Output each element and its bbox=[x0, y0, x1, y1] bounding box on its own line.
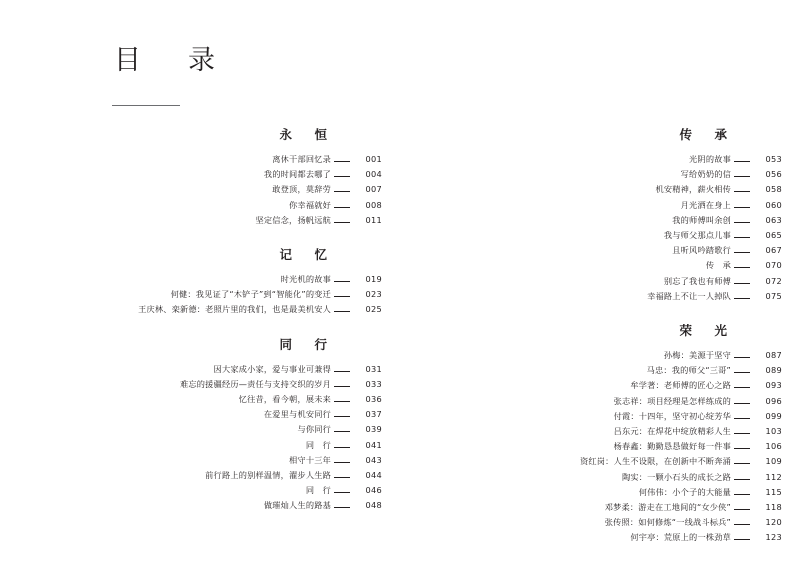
toc-entry-page: 123 bbox=[765, 532, 782, 543]
toc-entry[interactable] bbox=[30, 362, 382, 377]
leader-line bbox=[734, 448, 750, 449]
toc-entry-title: 传 承 bbox=[705, 260, 731, 271]
toc-entry[interactable] bbox=[430, 394, 782, 409]
toc-entry-page: 096 bbox=[765, 395, 782, 406]
toc-entry-title: 做璀灿人生的路基 bbox=[263, 500, 331, 511]
section-heading: 记 忆 bbox=[279, 247, 332, 263]
toc-entry[interactable] bbox=[30, 167, 382, 182]
leader-line bbox=[334, 416, 350, 417]
toc-entry[interactable] bbox=[430, 228, 782, 243]
toc-entry[interactable] bbox=[430, 274, 782, 289]
toc-entry-title: 敢登顶，莫辞劳 bbox=[272, 184, 331, 195]
toc-entry[interactable] bbox=[430, 363, 782, 378]
toc-entry-title: 牟学著：老师傅的匠心之路 bbox=[630, 380, 731, 391]
toc-entry-page: 103 bbox=[765, 426, 782, 437]
toc-entry[interactable] bbox=[430, 182, 782, 197]
toc-entry-title: 月光洒在身上 bbox=[680, 199, 731, 210]
leader-line bbox=[334, 311, 350, 312]
toc-column-right bbox=[400, 125, 800, 563]
toc-entry-page: 043 bbox=[365, 454, 382, 465]
section-heading: 传 承 bbox=[679, 127, 732, 142]
toc-entry[interactable] bbox=[430, 470, 782, 485]
leader-line bbox=[734, 403, 750, 404]
toc-entry-title: 我的时间都去哪了 bbox=[263, 169, 331, 180]
toc-entry[interactable] bbox=[430, 530, 782, 545]
toc-entry[interactable] bbox=[430, 213, 782, 228]
toc-entry-page: 056 bbox=[765, 169, 782, 180]
toc-entry-title: 吕东元：在焊花中绽放精彩人生 bbox=[613, 426, 731, 437]
toc-entry-title: 且听风吟踏歌行 bbox=[672, 245, 731, 256]
title-divider bbox=[112, 105, 180, 106]
toc-entry[interactable] bbox=[30, 377, 382, 392]
toc-entry-title: 同 行 bbox=[305, 485, 331, 496]
toc-entry-page: 048 bbox=[365, 500, 382, 511]
toc-entry[interactable] bbox=[30, 407, 382, 422]
leader-line bbox=[734, 494, 750, 495]
toc-entry[interactable] bbox=[430, 289, 782, 304]
toc-entry-page: 067 bbox=[765, 245, 782, 256]
leader-line bbox=[734, 283, 750, 284]
toc-entry[interactable] bbox=[430, 454, 782, 469]
leader-line bbox=[334, 161, 350, 162]
leader-line bbox=[734, 524, 750, 525]
toc-entry[interactable] bbox=[30, 438, 382, 453]
toc-entry-page: 065 bbox=[765, 230, 782, 241]
leader-line bbox=[334, 371, 350, 372]
toc-entry-page: 072 bbox=[765, 275, 782, 286]
toc-entry[interactable] bbox=[430, 198, 782, 213]
toc-entry[interactable] bbox=[30, 468, 382, 483]
toc-entry[interactable] bbox=[430, 500, 782, 515]
toc-entry-page: 118 bbox=[765, 502, 782, 513]
leader-line bbox=[334, 207, 350, 208]
leader-line bbox=[734, 161, 750, 162]
leader-line bbox=[334, 447, 350, 448]
toc-entry[interactable] bbox=[30, 182, 382, 197]
toc-entry-page: 004 bbox=[365, 169, 382, 180]
leader-line bbox=[734, 237, 750, 238]
leader-line bbox=[334, 176, 350, 177]
toc-entry[interactable] bbox=[30, 152, 382, 167]
toc-entry[interactable] bbox=[430, 378, 782, 393]
toc-entry-page: 011 bbox=[365, 214, 382, 225]
leader-line bbox=[734, 357, 750, 358]
toc-section bbox=[430, 125, 782, 304]
toc-entry[interactable] bbox=[30, 198, 382, 213]
toc-entry-title: 光阴的故事 bbox=[689, 154, 731, 164]
leader-line bbox=[734, 372, 750, 373]
toc-entry[interactable] bbox=[30, 422, 382, 437]
toc-entry-title: 你幸福就好 bbox=[289, 199, 331, 210]
toc-entry-page: 044 bbox=[365, 470, 382, 481]
toc-entry-title: 我的师傅叫余创 bbox=[672, 214, 731, 225]
toc-entry-page: 001 bbox=[365, 154, 382, 164]
toc-entry-title: 何健：我见证了“木铲子”到“智能化”的变迁 bbox=[170, 289, 331, 300]
toc-entry[interactable] bbox=[430, 152, 782, 167]
toc-entry[interactable] bbox=[30, 392, 382, 407]
toc-entry[interactable] bbox=[30, 213, 382, 228]
toc-entry[interactable] bbox=[30, 483, 382, 498]
leader-line bbox=[734, 539, 750, 540]
toc-section bbox=[430, 321, 782, 546]
toc-entry-title: 我与师父那点儿事 bbox=[663, 230, 731, 241]
leader-line bbox=[334, 462, 350, 463]
toc-entry-title: 别忘了我也有师傅 bbox=[663, 275, 731, 286]
leader-line bbox=[334, 492, 350, 493]
toc-entry-title: 资红岗：人生不设限，在创新中不断奔涌 bbox=[580, 456, 731, 467]
toc-entry[interactable] bbox=[30, 453, 382, 468]
toc-entry[interactable] bbox=[30, 498, 382, 513]
toc-entry-page: 033 bbox=[365, 378, 382, 389]
toc-entry-page: 053 bbox=[765, 154, 782, 164]
toc-entry-title: 在爱里与机安同行 bbox=[263, 409, 331, 420]
toc-entry-title: 杨春鑫：勤勤恳恳做好每一件事 bbox=[613, 441, 731, 452]
toc-entry-title: 张志祥：项目经理是怎样练成的 bbox=[613, 395, 731, 406]
toc-entry-page: 041 bbox=[365, 439, 382, 450]
toc-entry-page: 070 bbox=[765, 260, 782, 271]
toc-entry-page: 093 bbox=[765, 380, 782, 391]
toc-entry-title: 相守十三年 bbox=[289, 454, 331, 465]
leader-line bbox=[334, 281, 350, 282]
toc-entry[interactable] bbox=[430, 348, 782, 363]
toc-columns bbox=[0, 125, 800, 563]
toc-entry[interactable] bbox=[430, 258, 782, 273]
toc-entry-title: 何伟伟：小个子的大能量 bbox=[638, 486, 731, 497]
section-heading: 荣 光 bbox=[679, 323, 732, 339]
toc-entry-page: 036 bbox=[365, 394, 382, 405]
toc-section bbox=[30, 335, 382, 514]
page-title: 目 录 bbox=[114, 45, 225, 76]
leader-line bbox=[334, 401, 350, 402]
toc-entry-page: 046 bbox=[365, 485, 382, 496]
toc-entry-title: 同 行 bbox=[305, 439, 331, 450]
toc-entry-title: 机安精神，薪火相传 bbox=[655, 184, 731, 195]
toc-entry[interactable] bbox=[30, 302, 382, 317]
toc-entry-title: 马忠：我的师父“三哥” bbox=[646, 365, 731, 376]
toc-entry-title: 何宇亭：荒原上的一株劲草 bbox=[630, 532, 731, 543]
leader-line bbox=[734, 433, 750, 434]
toc-entry-title: 前行路上的别样温情，濯步人生路 bbox=[205, 470, 331, 481]
toc-entry[interactable] bbox=[430, 439, 782, 454]
toc-entry-page: 007 bbox=[365, 184, 382, 195]
toc-entry-page: 060 bbox=[765, 199, 782, 210]
leader-line bbox=[734, 509, 750, 510]
toc-entry[interactable] bbox=[430, 409, 782, 424]
toc-entry-title: 时光机的故事 bbox=[280, 274, 331, 285]
leader-line bbox=[334, 431, 350, 432]
toc-entry-title: 离休干部回忆录 bbox=[272, 154, 331, 164]
toc-entry-title: 幸福路上不让一人掉队 bbox=[647, 290, 731, 301]
leader-line bbox=[734, 222, 750, 223]
leader-line bbox=[334, 222, 350, 223]
toc-entry-title: 张传照：如何修炼“一线战斗标兵” bbox=[604, 517, 731, 528]
toc-entry-title: 陶实：一颗小石头的成长之路 bbox=[621, 471, 731, 482]
toc-entry-title: 难忘的援疆经历—责任与支持交织的岁月 bbox=[180, 378, 331, 389]
leader-line bbox=[734, 207, 750, 208]
leader-line bbox=[334, 386, 350, 387]
toc-entry-page: 089 bbox=[765, 365, 782, 376]
toc-entry-page: 115 bbox=[765, 486, 782, 497]
section-heading: 同 行 bbox=[279, 336, 332, 352]
toc-entry-page: 099 bbox=[765, 410, 782, 421]
leader-line bbox=[734, 298, 750, 299]
toc-entry-page: 031 bbox=[365, 363, 382, 374]
toc-entry-page: 087 bbox=[765, 350, 782, 361]
toc-entry[interactable] bbox=[430, 167, 782, 182]
toc-entry[interactable] bbox=[430, 424, 782, 439]
toc-entry-title: 孙梅：美源于坚守 bbox=[663, 350, 731, 361]
toc-entry-page: 075 bbox=[765, 290, 782, 301]
leader-line bbox=[734, 191, 750, 192]
toc-entry-title: 与你同行 bbox=[297, 424, 331, 435]
toc-entry-page: 106 bbox=[765, 441, 782, 452]
leader-line bbox=[334, 296, 350, 297]
leader-line bbox=[734, 176, 750, 177]
leader-line bbox=[734, 267, 750, 268]
leader-line bbox=[334, 191, 350, 192]
toc-section bbox=[30, 245, 382, 318]
toc-entry-page: 109 bbox=[765, 456, 782, 467]
toc-entry[interactable] bbox=[30, 287, 382, 302]
toc-entry-title: 写给奶奶的信 bbox=[680, 169, 731, 180]
toc-entry[interactable] bbox=[430, 515, 782, 530]
title-block bbox=[112, 45, 712, 106]
toc-entry-page: 008 bbox=[365, 199, 382, 210]
leader-line bbox=[734, 479, 750, 480]
leader-line bbox=[734, 252, 750, 253]
toc-entry-page: 063 bbox=[765, 214, 782, 225]
toc-entry-title: 坚定信念，扬帆远航 bbox=[255, 214, 331, 225]
toc-entry-page: 023 bbox=[365, 289, 382, 300]
toc-entry-page: 037 bbox=[365, 409, 382, 420]
toc-entry[interactable] bbox=[430, 243, 782, 258]
leader-line bbox=[334, 477, 350, 478]
leader-line bbox=[734, 463, 750, 464]
toc-entry-title: 付霞：十四年，坚守初心绽芳华 bbox=[613, 410, 731, 421]
section-heading: 永 恒 bbox=[279, 127, 332, 142]
toc-entry-title: 邓梦柔：游走在工地间的“女少侠” bbox=[604, 502, 731, 513]
toc-entry-title: 因大家成小家，爱与事业可兼得 bbox=[213, 363, 331, 374]
toc-entry-title: 忆往昔，看今朝，展未来 bbox=[238, 394, 331, 405]
toc-section bbox=[30, 125, 382, 228]
leader-line bbox=[334, 507, 350, 508]
toc-entry-page: 019 bbox=[365, 274, 382, 285]
leader-line bbox=[734, 387, 750, 388]
toc-entry-page: 039 bbox=[365, 424, 382, 435]
toc-column-left bbox=[0, 125, 400, 563]
toc-entry[interactable] bbox=[430, 485, 782, 500]
toc-entry-page: 025 bbox=[365, 304, 382, 315]
leader-line bbox=[734, 418, 750, 419]
toc-entry-page: 112 bbox=[765, 471, 782, 482]
toc-entry-page: 120 bbox=[765, 517, 782, 528]
toc-entry[interactable] bbox=[30, 272, 382, 287]
toc-entry-page: 058 bbox=[765, 184, 782, 195]
toc-entry-title: 王庆林、栾新德：老照片里的我们，也是最美机安人 bbox=[138, 304, 331, 315]
